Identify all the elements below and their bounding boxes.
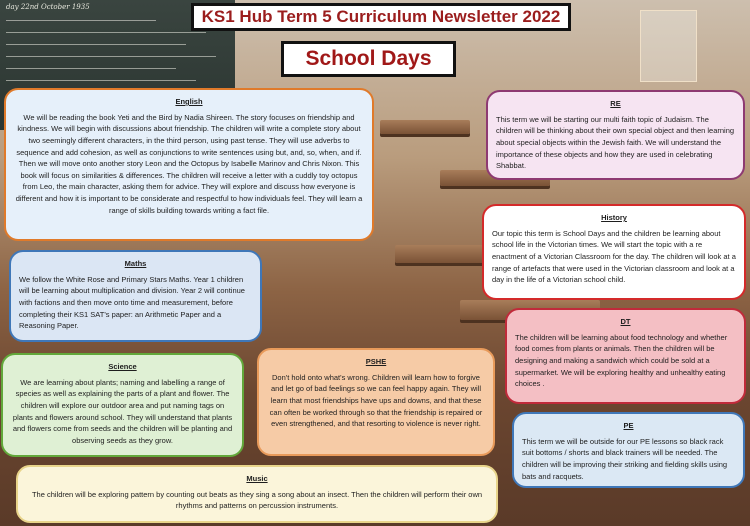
science-body: We are learning about plants; naming and labelling a range of species as well as explaining the parts of a plant and flower. The children will explore our outdoor area and put naming tags on plants and flowers around school. They will understand that plants and flowers come from seeds and the children will be planting and observing seeds as they grow. [12,377,233,445]
music-body: The children will be exploring pattern by counting out beats as they sing a song about an insect. Then the children will perform their own rhythms and patterns on percussion instruments. [31,489,483,511]
maths-section [9,250,262,342]
pshe-section [257,348,495,456]
re-body: This term we will be starting our multi faith topic of Judaism. The children will be thinking about their own special object and then learning about special objects within the Jewish faith. We will understand the importance of these objects and how they are used in celebrating Shabbat. [496,114,735,171]
science-heading: Science [108,362,137,371]
newsletter-title: KS1 Hub Term 5 Curriculum Newsletter 2022 [191,3,571,31]
maths-heading: Maths [124,259,147,268]
dt-heading: DT [620,317,631,326]
topic-title: School Days [281,41,456,77]
history-section [482,204,746,300]
pshe-heading: PSHE [365,357,387,366]
music-heading: Music [246,474,268,483]
desk [380,120,470,134]
maths-body: We follow the White Rose and Primary Stars Maths. Year 1 children will be learning about multiplication and division. Year 2 will continue with factions and then move onto time and measurement, before completing their KS1 SAT's paper: an Arithmetic Paper and a Reasoning Paper. [19,274,245,331]
dt-section [505,308,746,404]
history-heading: History [601,213,627,222]
pe-body: This term we will be outside for our PE lessons so black rack suit bottoms / shorts and black trainers will be needed. The children will be improving their striking and fielding skills using bats and racquets. [522,436,728,481]
science-section [1,353,244,457]
english-section [4,88,374,241]
re-section [486,90,745,180]
pe-heading: PE [623,421,634,430]
pe-section [512,412,745,488]
history-body: Our topic this term is School Days and the children be learning about school life in the Victorian times. We will start the topic with a re enactment of a Victorian Classroom for the day. The children will look at a range of artefacts that were used in the Victorian classroom and look at a day in the life of a Victorian school child. [492,228,736,285]
window-frame [640,10,697,82]
dt-body: The children will be learning about food technology and whether food comes from plants or animals. Then the children will be designing and making a sandwich which could be sold at a supermarket. We will be exploring healthy and unhealthy eating choices . [515,332,728,389]
re-heading: RE [610,99,621,108]
music-section [16,465,498,523]
english-heading: English [175,97,203,106]
blackboard-date: day 22nd October 1935 [6,3,90,11]
pshe-body: Don't hold onto what's wrong. Children will learn how to forgive and let go of bad feelings so we can feel happy again. They will learn that most friendships have ups and downs, and that these can often be worked through so that the friendship is repaired or even strengthened, and that resorting to violence is never right. [269,372,483,429]
english-body: We will be reading the book Yeti and the Bird by Nadia Shireen. The story focuses on friendship and kindness. We will begin with discussions about friendship. The children will write a complete story about two seemingly different characters, in the third person, using past tense. They will use adverbs to sequence and add cohesion, as well as conjunctions to write sentences using but, and, so, when, and if. Then we will move onto another story Leon and the Octopus by Isabelle Marinov and Chris Nixon. This book will focus on similarities & differences. The children will receive a letter with a cuddly toy octopus from Leo, the main character, asking them for advice. They will explore and discuss how everyone is different and how it is important to be considerate and respectful to how individuals feel. They will learn a range of skills building towards writing a fact file. [15,112,363,215]
